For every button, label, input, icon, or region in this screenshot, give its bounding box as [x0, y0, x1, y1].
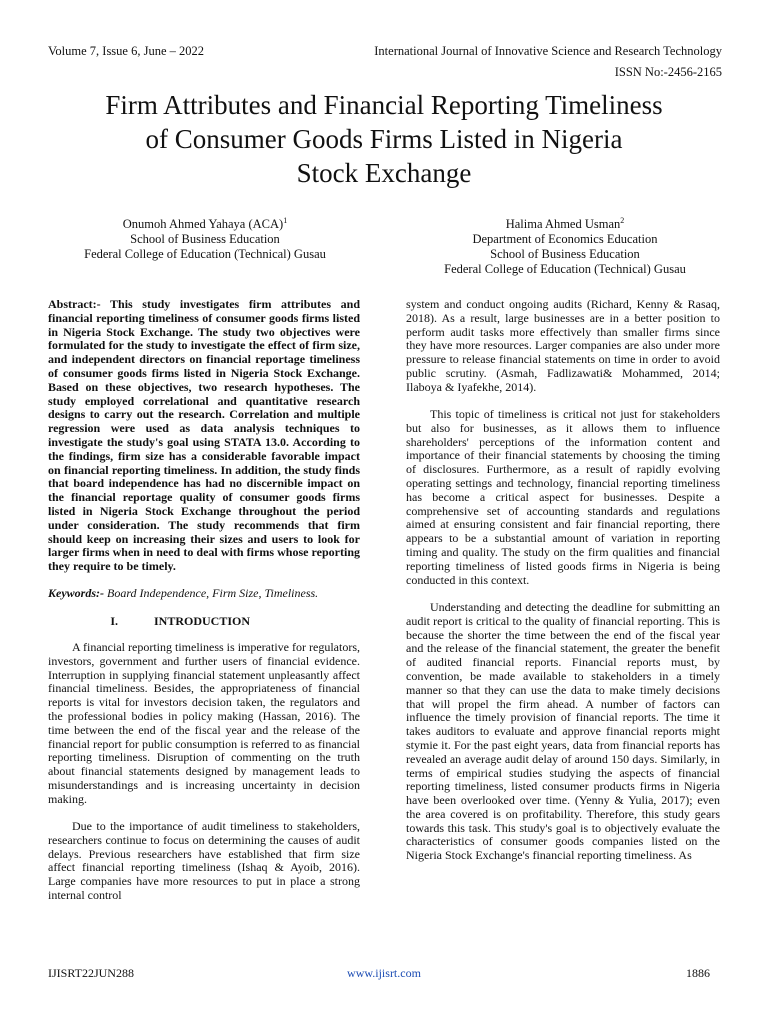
volume-info: Volume 7, Issue 6, June – 2022 — [48, 44, 205, 58]
body-paragraph: Due to the importance of audit timeliness to stakeholders, researchers continue to focus on determining the causes of audit delays. Previous researchers have established that firm size affect financial reporting timeliness (Ishaq & Ayoib, 2016). Large companies have more resources to put in place a strong internal control — [48, 819, 360, 903]
author-block-1 — [50, 213, 360, 262]
section-title: INTRODUCTION — [154, 614, 251, 629]
author-affiliation: Federal College of Education (Technical) Gusau — [444, 262, 686, 277]
author-sup: 2 — [620, 216, 625, 225]
author-affiliation: Federal College of Education (Technical) Gusau — [84, 247, 326, 262]
body-paragraph: This topic of timeliness is critical not just for stakeholders but also for businesses, as it allows them to influence shareholders' perceptions of the information content and importance of their financial statements by choosing the timing of disclosures. Furthermore, as a result of rapidly evolving operating settings and technology, financial reporting timeliness has become a critical aspect for businesses. Despite a comprehensive set of accounting standards and regulations aimed at ensuring consistent and fair financial reporting, there appears to be a substantial amount of variation in reporting timing and quality. The study on the firm qualities and financial reporting timeliness of listed goods firms in Nigeria is being conducted in this context. — [406, 407, 720, 587]
author-affiliation: School of Business Education — [130, 232, 280, 247]
right-column — [406, 298, 720, 863]
keywords-label: Keywords:- — [48, 586, 104, 601]
section-number: I. — [110, 614, 118, 629]
body-paragraph: A financial reporting timeliness is imperative for regulators, investors, government and further users of financial evidence. Interruption in supplying financial statement unpleasantly affect financial timeliness. Besides, the appropriateness of financial reports is vital for investors decision taken, the regulators and the professional bodies in policy making (Hassan, 2016). The time between the end of the fiscal year and the release of the financial report for public consumption is referred to as financial reporting timeliness. Disruption of commenting on the truth about financial statements designed by management leads to misunderstandings and is increasing uncertainty in decision making. — [48, 640, 360, 806]
title-line: Stock Exchange — [296, 158, 472, 188]
keywords — [48, 587, 360, 601]
author-name-line — [50, 213, 360, 232]
body-paragraph: Understanding and detecting the deadline for submitting an audit report is critical to the quality of financial reporting. This is because the shorter the time between the end of the fiscal year and the release of the financial statement, the greater the benefit of audited financial reports. Financial reports must, by convention, be made available to stakeholders in a timely manner so that they can use the data to make timely decisions that will propel the firm ahead. A number of factors can influence the timely provision of financial reports. The time it takes auditors to evaluate and approve financial reports might stymie it. For the past eight years, data from financial reports has revealed an average audit delay of around 150 days. Similarly, in terms of empirical studies studying the aspects of financial reporting timeliness, listed consumer products firms in Nigeria have been overlooked over time. (Yenny & Yulia, 2017); even the area covered is on profitability. Therefore, this study gears towards this task. This study's goal is to objectively evaluate the characteristics of consumer goods companies listed on the Nigeria Stock Exchange's financial reporting timeliness. As — [406, 599, 720, 863]
left-column — [48, 298, 360, 903]
abstract: Abstract:- This study investigates firm attributes and financial reporting timeliness of consumer goods firms listed in Nigeria Stock Exchange. The study two objectives were formulated for the study to investigate the effect of firm size, and independent directors on financial reportage timeliness of consumer goods firms listed in Nigeria Stock Exchange. Based on these objectives, two research hypotheses. The study employed correlational and quantitative research designs to carry out the research. Correlation and multiple regression were used as data analysis techniques to investigate the study's goal using STATA 13.0. According to the findings, firm size has a considerable favorable impact on financial reporting timeliness. In addition, the study finds that board independence has had no discernible impact on the financial reportage quality of consumer goods firms listed in Nigeria Stock Exchange throughout the period under consideration. The study recommends that firm should keep on increasing their sizes and users to look for larger firms when in need to deal with firms whose reporting they require to be timely. — [48, 297, 360, 574]
body-paragraph: system and conduct ongoing audits (Richard, Kenny & Rasaq, 2018). As a result, large businesses are in a better position to perform audit tasks more effectively than smaller firms since they have more resources. Larger companies are also under more pressure to release financial statements on time in order to avoid public scrutiny. (Asmah, Fadlizawati& Mohammed, 2014; Ilaboya & Iyafekhe, 2014). — [406, 297, 720, 394]
author-block-2 — [420, 213, 710, 277]
footer-link[interactable]: www.ijisrt.com — [347, 966, 421, 980]
paper-title — [40, 88, 728, 190]
issn: ISSN No:-2456-2165 — [614, 65, 722, 79]
section-heading — [48, 615, 360, 629]
footer-paper-code: IJISRT22JUN288 — [48, 966, 134, 980]
author-name-line — [420, 213, 710, 232]
author-name: Halima Ahmed Usman — [505, 217, 621, 232]
author-affiliation: Department of Economics Education — [472, 232, 658, 247]
journal-name: International Journal of Innovative Science and Research Technology — [374, 44, 722, 58]
page-number: 1886 — [686, 966, 710, 980]
title-line: Firm Attributes and Financial Reporting Timeliness — [105, 90, 663, 120]
title-line: of Consumer Goods Firms Listed in Nigeria — [145, 124, 623, 154]
author-name: Onumoh Ahmed Yahaya (ACA) — [122, 217, 284, 232]
keywords-text: Board Independence, Firm Size, Timeliness. — [107, 586, 319, 601]
author-affiliation: School of Business Education — [490, 247, 640, 262]
author-sup: 1 — [283, 216, 288, 225]
